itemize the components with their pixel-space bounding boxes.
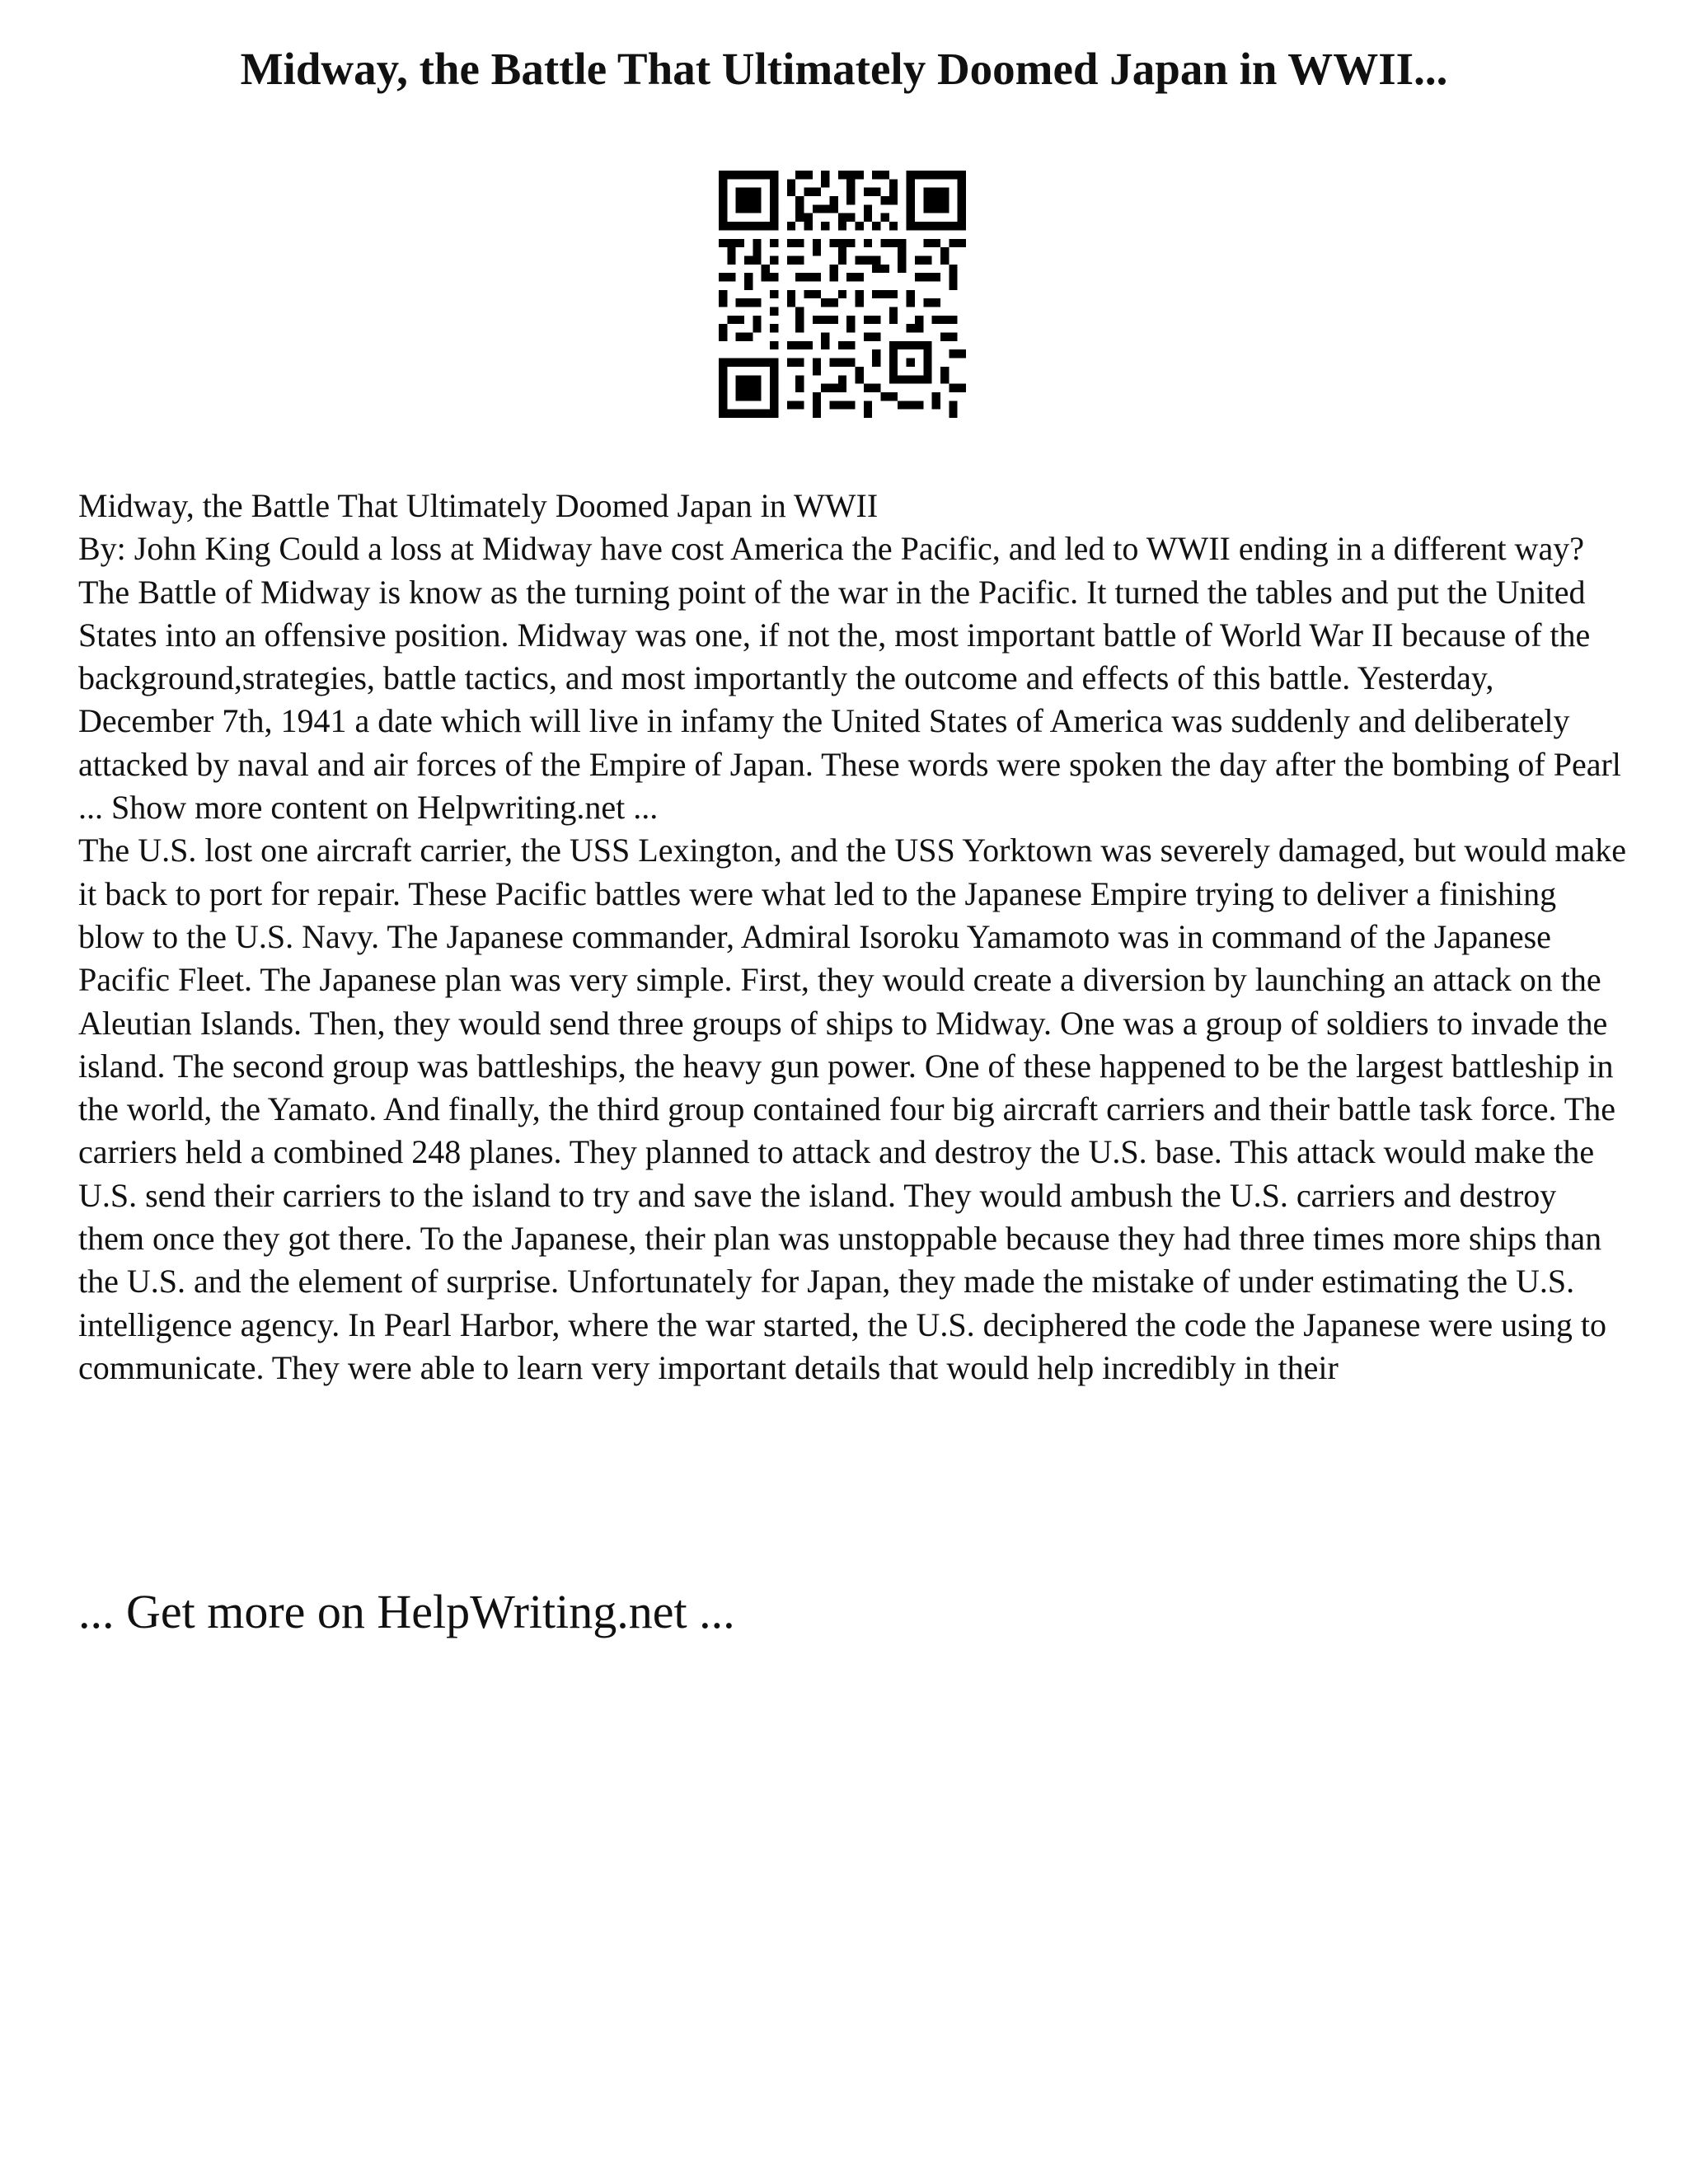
article-heading-line: Midway, the Battle That Ultimately Doomed Japan in WWII [78, 487, 879, 524]
article-paragraph-intro: By: John King Could a loss at Midway have cost America the Pacific, and led to WWII ending in a different way? The Battle of Midway is know as the turning point of the war in the Pacific. It turned the tables and put the United States into an offensive position. Midway was one, if not the, most important battle of World War II because of the background,strategies, battle tactics, and most importantly the outcome and effects of this battle. Yesterday, December 7th, 1941 a date which will live in infamy the United States of America was suddenly and deliberately attacked by naval and air forces of the Empire of Japan. These words were spoken the day after the bombing of Pearl ... Show more content on Helpwriting.net ... [78, 530, 1621, 827]
document-title: Midway, the Battle That Ultimately Doomed Japan in WWII... [240, 44, 1448, 94]
article-body [78, 485, 1628, 1390]
qr-code-icon [719, 171, 966, 418]
get-more-link[interactable]: ... Get more on HelpWriting.net ... [78, 1585, 735, 1638]
article-paragraph-main: The U.S. lost one aircraft carrier, the USS Lexington, and the USS Yorktown was severely damaged, but would make it back to port for repair. These Pacific battles were what led to the Japanese Empire trying to deliver a finishing blow to the U.S. Navy. The Japanese commander, Admiral Isoroku Yamamoto was in command of the Japanese Pacific Fleet. The Japanese plan was very simple. First, they would create a diversion by launching an attack on the Aleutian Islands. Then, they would send three groups of ships to Midway. One was a group of soldiers to invade the island. The second group was battleships, the heavy gun power. One of these happened to be the largest battleship in the world, the Yamato. And finally, the third group contained four big aircraft carriers and their battle task force. The carriers held a combined 248 planes. They planned to attack and destroy the U.S. base. This attack would make the U.S. send their carriers to the island to try and save the island. They would ambush the U.S. carriers and destroy them once they got there. To the Japanese, their plan was unstoppable because they had three times more ships than the U.S. and the element of surprise. Unfortunately for Japan, they made the mistake of under estimating the U.S. intelligence agency. In Pearl Harbor, where the war started, the U.S. deciphered the code the Japanese were using to communicate. They were able to learn very important details that would help incredibly in their [78, 832, 1627, 1386]
